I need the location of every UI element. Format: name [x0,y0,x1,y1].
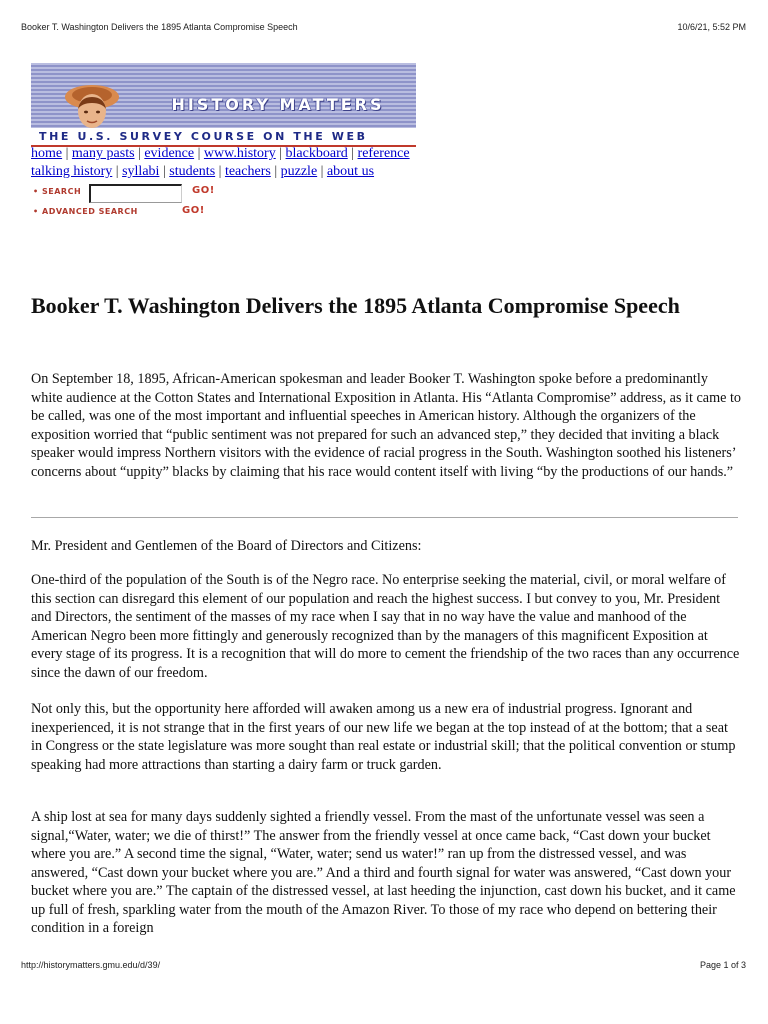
nav-link-students[interactable]: students [169,164,216,179]
nav-link-blackboard[interactable]: blackboard [285,146,348,161]
speech-salutation-block [31,537,741,556]
search-input[interactable] [89,184,182,203]
speech-paragraph: A ship lost at sea for many days suddenly sighted a friendly vessel. From the mast of the unfortunate vessel was seen a signal,“Water, water; we die of thirst!” The answer from the friendly vessel at once came back, “Cast down your bucket where you are.” A second time the signal, “Water, water; send us water!” ran up from the distressed vessel, and was answered, “Cast down your bucket where you are.” And a third and fourth signal for water was answered, “Cast down your bucket where you are.” The captain of the distressed vessel, at last heeding the injunction, cast down his bucket, and it came up full of fresh, sparkling water from the mouth of the Amazon River. To those of my race who depend on bettering their condition in a foreign [31,809,736,936]
nav-row-2 [31,163,410,181]
nav-link-many-pasts[interactable]: many pasts [71,146,135,161]
nav-link-reference[interactable]: reference [357,146,410,161]
nav-separator: | [138,146,141,161]
nav-row-1 [31,145,410,163]
print-header [0,22,768,36]
speech-paragraph-1-block [31,571,741,682]
nav-separator: | [218,164,222,179]
nav-link-teachers[interactable]: teachers [224,164,271,179]
search-row [31,184,231,200]
nav-link-evidence[interactable]: evidence [144,146,195,161]
nav-separator: | [274,164,278,179]
print-header-datetime: 10/6/21, 5:52 PM [677,22,746,32]
article-intro [31,370,741,481]
banner-subtitle: THE U.S. SURVEY COURSE ON THE WEB [39,130,368,143]
nav-separator: | [115,164,119,179]
nav-separator: | [320,164,324,179]
nav-link-puzzle[interactable]: puzzle [280,164,318,179]
print-footer [0,960,768,974]
search-go-button[interactable]: GO! [192,185,215,196]
advanced-search-row [31,204,231,220]
banner-title: HISTORY MATTERS [171,94,385,114]
nav-link-home[interactable]: home [31,146,63,161]
advanced-search-label[interactable]: ADVANCED SEARCH [42,207,138,216]
nav-separator: | [65,146,69,161]
search-bullet-icon: • [33,187,39,196]
speech-paragraph: Not only this, but the opportunity here afforded will awaken among us a new era of industrial progress. Ignorant and inexperienced, it is not strange that in the first years of our new life we began at the top instead of at the bottom; that a seat in Congress or the state legislature was more sought than real estate or industrial skill; that the political convention or stump speaking had more attractions than starting a dairy farm or truck garden. [31,701,736,773]
advanced-search-bullet-icon: • [33,207,39,216]
intro-paragraph: On September 18, 1895, African-American spokesman and leader Booker T. Washington spoke before a predominantly white audience at the Cotton States and International Exposition in Atlanta. His “Atlanta Compromise” address, as it came to be called, was one of the most important and influential speeches in American history. Although the organizers of the exposition worried that “public sentiment was not prepared for such an advanced step,” they decided that inviting a black speaker would impress Northern visitors with the evidence of racial progress in the South. Washington soothed his listeners’ concerns about “uppity” blacks by claiming that his race would content itself with living “by the productions of our hands.” [31,371,741,480]
nav-link-syllabi[interactable]: syllabi [122,164,160,179]
print-footer-url: http://historymatters.gmu.edu/d/39/ [21,960,161,970]
nav-separator: | [351,146,355,161]
nav-separator: | [279,146,283,161]
speech-salutation: Mr. President and Gentlemen of the Board of Directors and Citizens: [31,538,422,554]
page-title: Booker T. Washington Delivers the 1895 Atlanta Compromise Speech [31,293,680,318]
site-nav [31,145,410,181]
print-footer-page: Page 1 of 3 [699,960,746,970]
nav-separator: | [162,164,166,179]
print-header-title: Booker T. Washington Delivers the 1895 Atlanta Compromise Speech [21,22,298,32]
nav-separator: | [197,146,201,161]
nav-link-about-us[interactable]: about us [326,164,375,179]
search-label: SEARCH [42,187,82,196]
nav-link-talking-history[interactable]: talking history [31,164,113,179]
divider [31,517,738,518]
advanced-search-go-button[interactable]: GO! [182,205,205,216]
speech-paragraph: One-third of the population of the South is of the Negro race. No enterprise seeking the material, civil, or moral welfare of this section can disregard this element of our population and reach the highest success. I but convey to you, Mr. President and Directors, the sentiment of the masses of my race when I say that in no way have the value and manhood of the American Negro been more fittingly and generously recognized than by the managers of this magnificent Exposition at every stage of its progress. It is a recognition that will do more to cement the friendship of the two races than any occurrence since the dawn of our freedom. [31,572,740,681]
speech-paragraph-3-block [31,808,741,938]
nav-link-www-history[interactable]: www.history [203,146,276,161]
speech-paragraph-2-block [31,700,741,774]
